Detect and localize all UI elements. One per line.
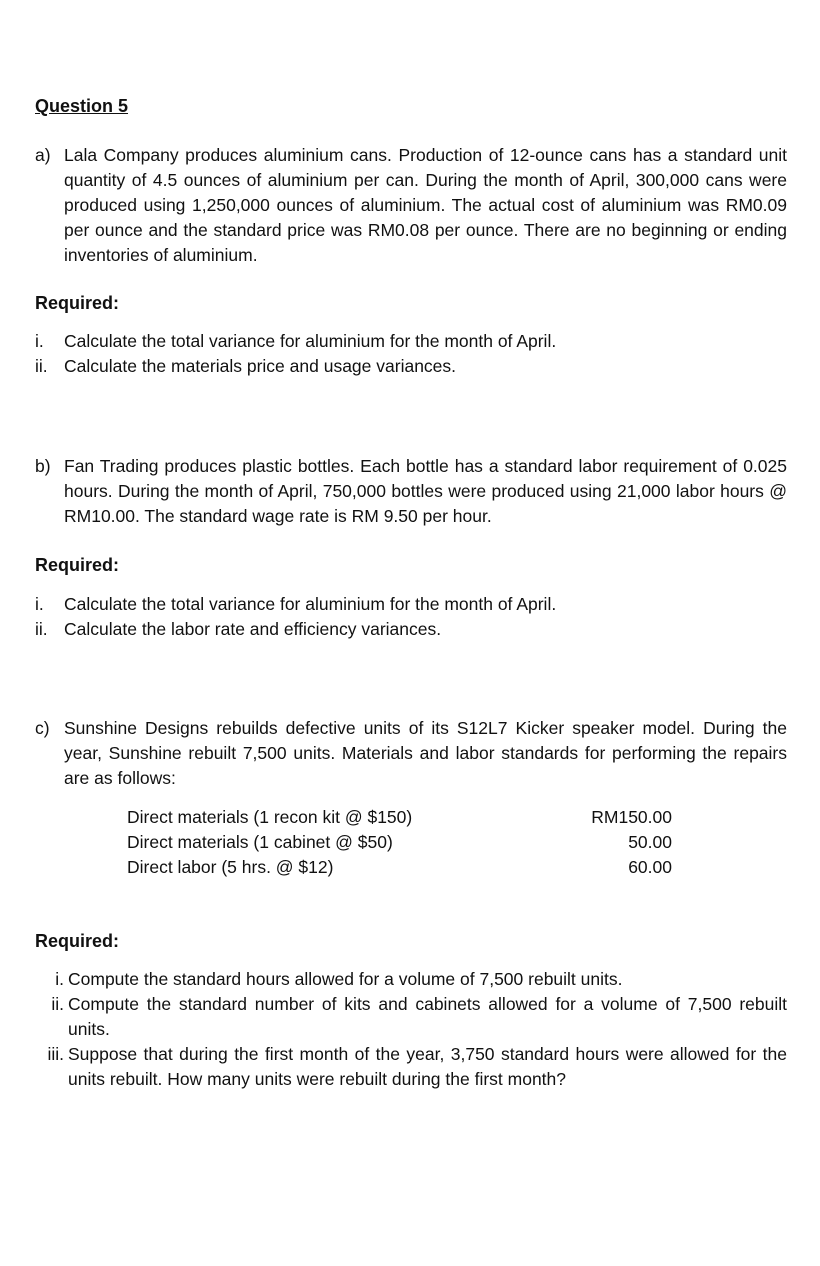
part-b [35, 454, 787, 529]
list-item-text: Compute the standard number of kits and cabinets allowed for a volume of 7,500 rebuilt units. [68, 994, 787, 1039]
list-item-text: Calculate the total variance for aluminium for the month of April. [64, 331, 557, 351]
part-b-text: Fan Trading produces plastic bottles. Each bottle has a standard labor requirement of 0.025 hours. During the month of April, 750,000 bottles were produced using 21,000 labor hours @ RM10.00. The standard wage rate is RM 9.50 per hour. [64, 456, 787, 526]
list-item [35, 967, 787, 992]
standard-amount: 50.00 [628, 832, 672, 852]
list-item [35, 1042, 787, 1092]
standard-amount: 60.00 [628, 857, 672, 877]
question-title: Question 5 [35, 96, 129, 116]
table-row [127, 830, 672, 855]
part-b-label: b) [35, 456, 51, 476]
part-a [35, 143, 787, 268]
part-a-label: a) [35, 145, 51, 165]
standard-label: Direct materials (1 cabinet @ $50) [127, 832, 393, 852]
list-item-text: Calculate the labor rate and efficiency variances. [64, 619, 442, 639]
part-b-required-list [35, 592, 787, 642]
standards-table [127, 805, 672, 880]
standard-amount: RM150.00 [591, 807, 672, 827]
list-item-text: Suppose that during the first month of the year, 3,750 standard hours were allowed for the units rebuilt. How many units were rebuilt during the first month? [68, 1044, 787, 1089]
table-row [127, 805, 672, 830]
list-item [35, 354, 787, 379]
list-item-text: Calculate the materials price and usage variances. [64, 356, 457, 376]
part-c-required-heading: Required: [35, 931, 120, 951]
list-item-text: Calculate the total variance for aluminium for the month of April. [64, 594, 557, 614]
part-c-label: c) [35, 718, 50, 738]
part-b-required-heading: Required: [35, 555, 120, 575]
list-item-number: i. [55, 969, 64, 989]
list-item-number: ii. [35, 619, 48, 639]
part-c-required-list [35, 967, 787, 1092]
list-item-number: ii. [51, 994, 64, 1014]
part-c [35, 716, 787, 791]
list-item-number: i. [35, 331, 44, 351]
list-item-number: i. [35, 594, 44, 614]
part-a-required-heading: Required: [35, 293, 120, 313]
standard-label: Direct labor (5 hrs. @ $12) [127, 857, 334, 877]
list-item [35, 617, 787, 642]
list-item-number: ii. [35, 356, 48, 376]
list-item-text: Compute the standard hours allowed for a volume of 7,500 rebuilt units. [68, 969, 623, 989]
part-a-text: Lala Company produces aluminium cans. Production of 12-ounce cans has a standard unit quantity of 4.5 ounces of aluminium per can. During the month of April, 300,000 cans were produced using 1,250,000 ounces of aluminium. The actual cost of aluminium was RM0.09 per ounce and the standard price was RM0.08 per ounce. There are no beginning or ending inventories of aluminium. [64, 145, 787, 265]
list-item-number: iii. [47, 1044, 64, 1064]
list-item [35, 329, 787, 354]
part-c-text: Sunshine Designs rebuilds defective units of its S12L7 Kicker speaker model. During the year, Sunshine rebuilt 7,500 units. Materials and labor standards for performing the repairs are as follows: [64, 718, 787, 788]
standard-label: Direct materials (1 recon kit @ $150) [127, 807, 413, 827]
part-a-required-list [35, 329, 787, 379]
table-row [127, 855, 672, 880]
list-item [35, 592, 787, 617]
list-item [35, 992, 787, 1042]
